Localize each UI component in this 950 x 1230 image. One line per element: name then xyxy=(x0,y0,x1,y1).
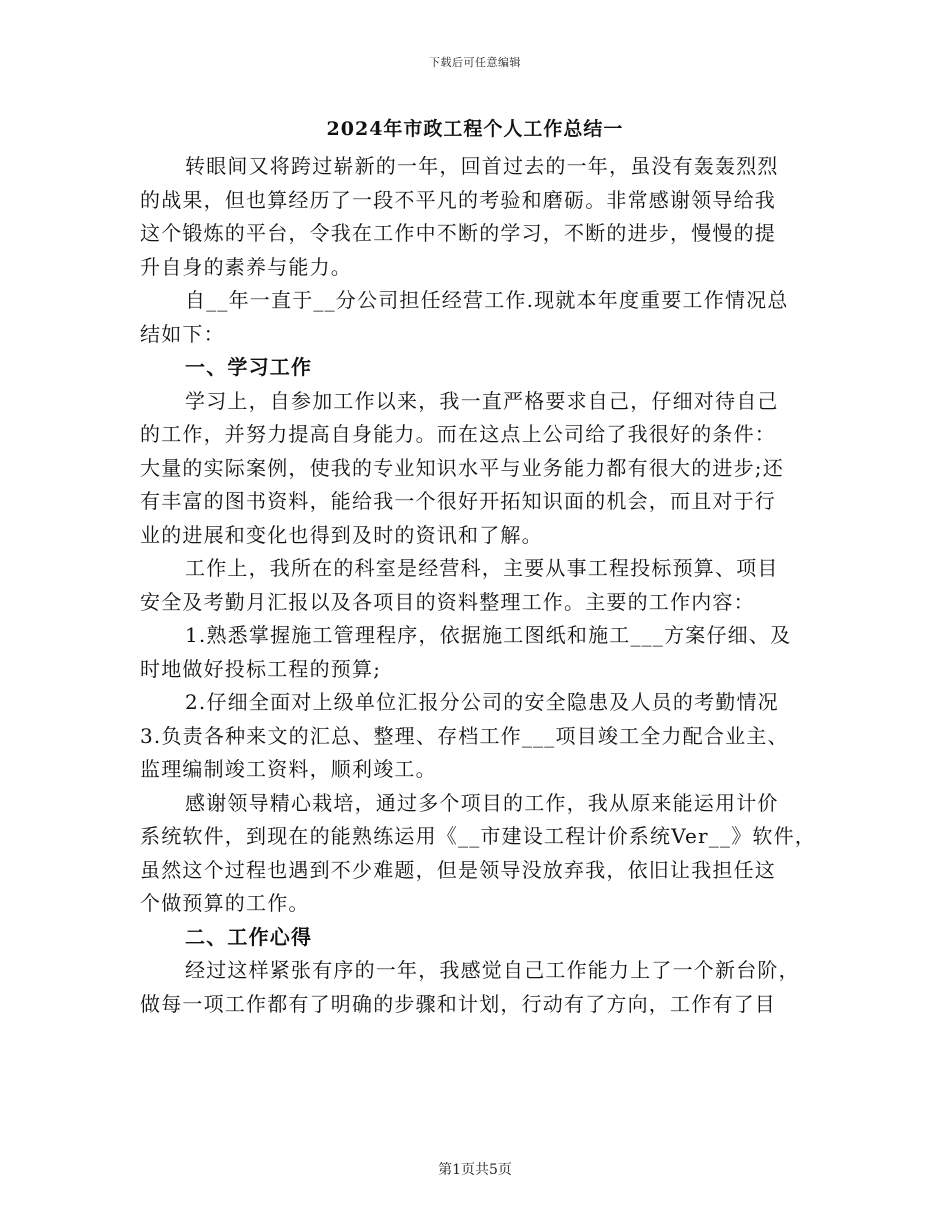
paragraph-line: 这个锻炼的平台，令我在工作中不断的学习，不断的进步，慢慢的提 xyxy=(140,221,776,245)
paragraph-line: 个做预算的工作。 xyxy=(140,891,310,915)
list-item-line: 2.仔细全面对上级单位汇报分公司的安全隐患及人员的考勤情况 xyxy=(185,690,779,714)
paragraph-line: 经过这样紧张有序的一年，我感觉自己工作能力上了一个新台阶， xyxy=(185,958,800,982)
paragraph-line: 结如下： xyxy=(140,321,225,346)
paragraph-line: 的战果，但也算经历了一段不平凡的考验和磨砺。非常感谢领导给我 xyxy=(140,187,776,212)
document-body xyxy=(140,150,820,1021)
paragraph-line: 升自身的素养与能力。 xyxy=(140,254,352,279)
paragraph-line: 做每一项工作都有了明确的步骤和计划，行动有了方向，工作有了目 xyxy=(140,991,776,1016)
paragraph-line: 学习上，自参加工作以来，我一直严格要求自己，仔细对待自己 xyxy=(185,388,779,413)
paragraph-line: 大量的实际案例，使我的专业知识水平与业务能力都有很大的进步;还 xyxy=(140,455,784,480)
paragraph-line: 安全及考勤月汇报以及各项目的资料整理工作。主要的工作内容： xyxy=(140,589,755,614)
page-header-note: 下载后可任意编辑 xyxy=(429,56,521,69)
list-item-line: 3.负责各种来文的汇总、整理、存档工作___项目竣工全力配合业主、 xyxy=(140,723,789,748)
section-heading-experience: 二、工作心得 xyxy=(185,924,313,949)
list-item-line: 监理编制竣工资料，顺利竣工。 xyxy=(140,757,437,781)
paragraph-line: 感谢领导精心栽培，通过多个项目的工作，我从原来能运用计价 xyxy=(185,790,779,815)
paragraph-line: 的工作，并努力提高自身能力。而在这点上公司给了我很好的条件： xyxy=(140,422,776,446)
paragraph-line: 系统软件，到现在的能熟练运用《__市建设工程计价系统Ver__》软件， xyxy=(140,824,817,848)
paragraph-line: 自__年一直于__分公司担任经营工作.现就本年度重要工作情况总 xyxy=(185,288,789,312)
section-heading-study: 一、学习工作 xyxy=(185,355,313,379)
document-title: 2024年市政工程个人工作总结一 xyxy=(326,118,624,140)
page-number-footer: 第1页共5页 xyxy=(438,1162,512,1178)
paragraph-line: 工作上，我所在的科室是经营科，主要从事工程投标预算、项目 xyxy=(185,556,779,580)
list-item-line: 时地做好投标工程的预算; xyxy=(140,656,382,681)
paragraph-line: 虽然这个过程也遇到不少难题，但是领导没放弃我，依旧让我担任这 xyxy=(140,857,776,882)
paragraph-line: 业的进展和变化也得到及时的资讯和了解。 xyxy=(140,522,543,547)
paragraph-line: 转眼间又将跨过崭新的一年，回首过去的一年，虽没有轰轰烈烈 xyxy=(185,154,779,178)
paragraph-line: 有丰富的图书资料，能给我一个很好开拓知识面的机会，而且对于行 xyxy=(140,489,776,513)
list-item-line: 1.熟悉掌握施工管理程序，依据施工图纸和施工___方案仔细、及 xyxy=(185,623,792,647)
